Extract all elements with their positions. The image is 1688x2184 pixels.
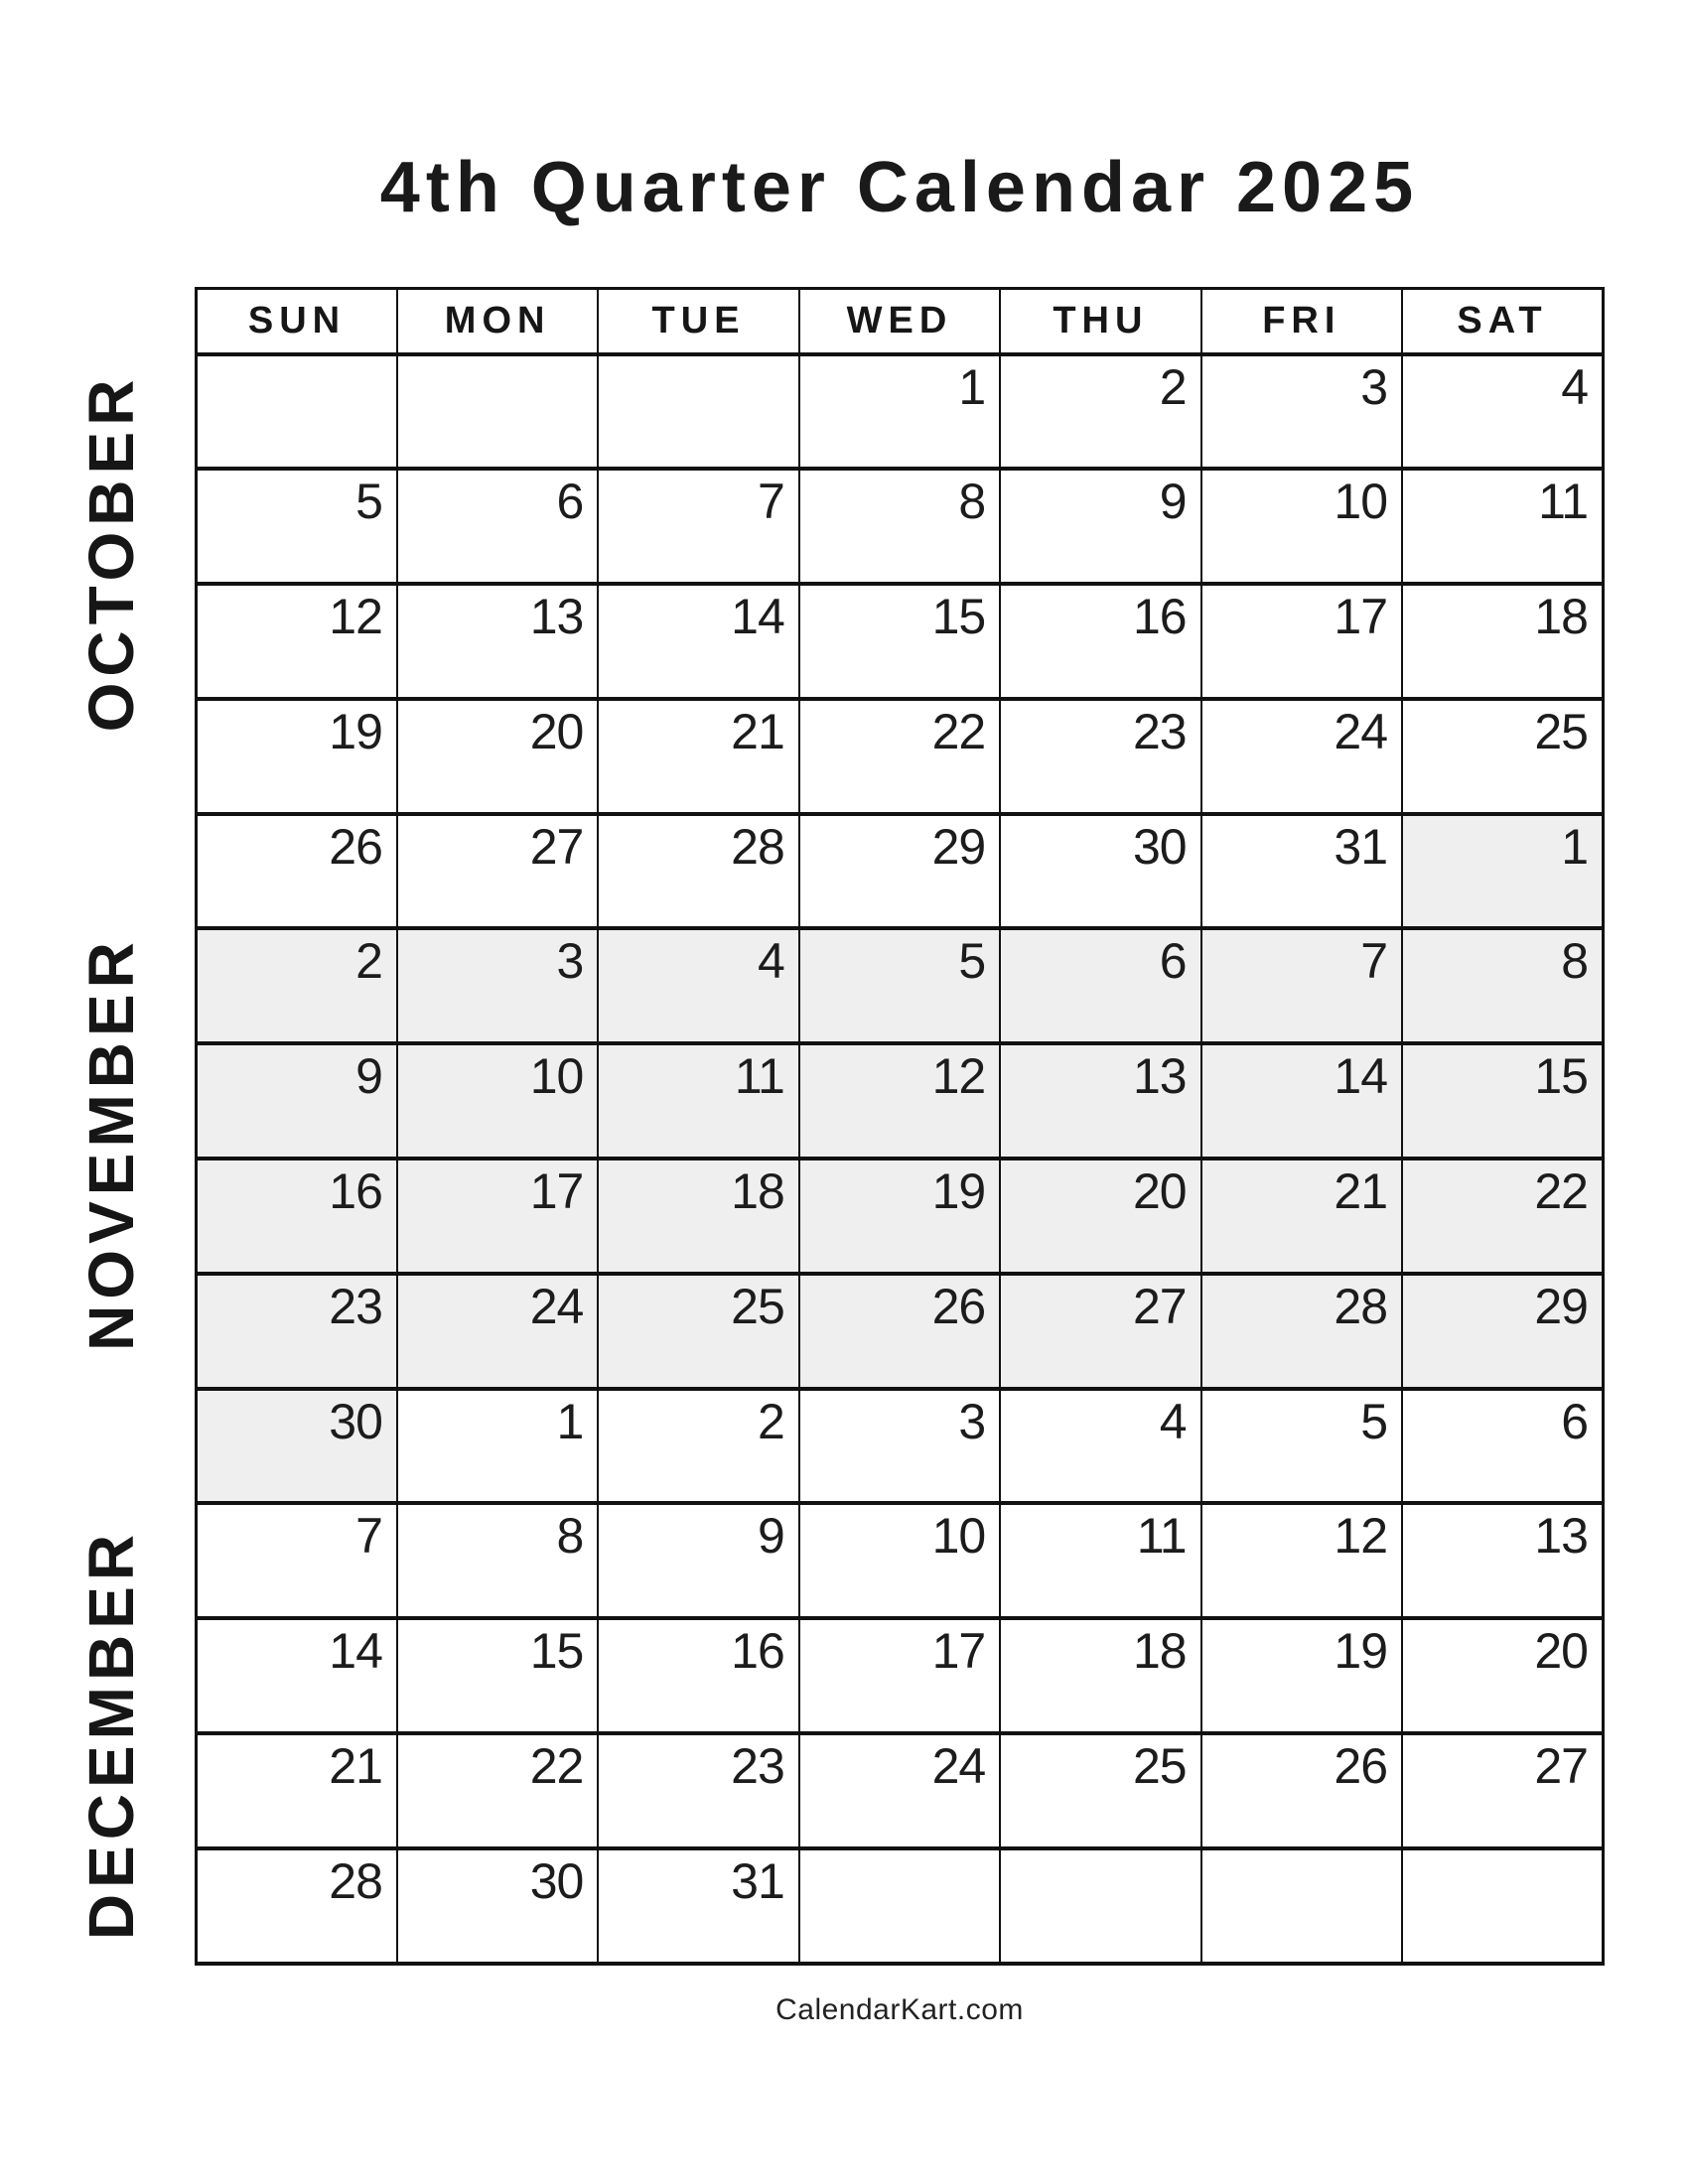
day-number: 4 (757, 933, 784, 990)
day-cell-oct-15 (799, 584, 1000, 699)
day-cell-nov-28 (1201, 1274, 1402, 1389)
week-row (197, 469, 1604, 584)
day-number: 17 (1334, 589, 1388, 645)
day-cell-oct-9 (1000, 469, 1200, 584)
day-number: 2 (355, 933, 382, 990)
empty-day-cell (598, 354, 798, 470)
day-number: 14 (731, 589, 784, 645)
day-number: 1 (958, 358, 986, 415)
day-cell-dec-18 (1000, 1618, 1200, 1733)
day-cell-dec-24 (799, 1733, 1000, 1848)
day-cell-oct-31 (1201, 814, 1402, 929)
day-cell-dec-4 (1000, 1389, 1200, 1504)
day-cell-oct-10 (1201, 469, 1402, 584)
day-cell-nov-19 (799, 1159, 1000, 1274)
day-number: 12 (931, 1048, 986, 1105)
month-label-november: NOVEMBER (75, 936, 147, 1351)
day-number: 13 (1132, 1048, 1187, 1105)
day-cell-nov-3 (397, 928, 598, 1043)
day-number: 2 (757, 1393, 784, 1449)
day-number: 17 (529, 1163, 584, 1220)
day-number: 20 (1534, 1623, 1588, 1680)
day-cell-oct-29 (799, 814, 1000, 929)
day-number: 11 (1538, 474, 1588, 530)
day-number: 21 (731, 703, 784, 759)
day-number: 28 (1334, 1278, 1388, 1334)
day-cell-oct-7 (598, 469, 798, 584)
day-cell-nov-12 (799, 1043, 1000, 1159)
day-cell-oct-22 (799, 699, 1000, 814)
day-cell-dec-9 (598, 1503, 798, 1618)
day-cell-nov-29 (1402, 1274, 1603, 1389)
day-number: 1 (556, 1393, 584, 1449)
day-number: 29 (1534, 1278, 1588, 1334)
day-cell-dec-26 (1201, 1733, 1402, 1848)
day-cell-dec-10 (799, 1503, 1000, 1618)
day-cell-nov-14 (1201, 1043, 1402, 1159)
day-cell-nov-17 (397, 1159, 598, 1274)
day-number: 21 (329, 1738, 382, 1795)
day-number: 6 (556, 474, 584, 530)
day-number: 19 (329, 703, 382, 759)
day-cell-nov-8 (1402, 928, 1603, 1043)
weekday-header-sat: SAT (1402, 289, 1603, 354)
day-cell-nov-4 (598, 928, 798, 1043)
day-cell-oct-24 (1201, 699, 1402, 814)
day-number: 28 (329, 1852, 382, 1909)
day-number: 26 (329, 818, 382, 875)
day-number: 10 (931, 1508, 986, 1565)
week-row (197, 1043, 1604, 1159)
day-number: 8 (556, 1508, 584, 1565)
day-cell-dec-3 (799, 1389, 1000, 1504)
day-cell-oct-6 (397, 469, 598, 584)
day-cell-dec-16 (598, 1618, 798, 1733)
day-cell-dec-17 (799, 1618, 1000, 1733)
day-number: 18 (1132, 1623, 1187, 1680)
empty-day-cell (1201, 1848, 1402, 1964)
day-cell-dec-23 (598, 1733, 798, 1848)
day-number: 23 (1132, 703, 1187, 759)
page-title: 4th Quarter Calendar 2025 (379, 148, 1420, 227)
day-cell-nov-15 (1402, 1043, 1603, 1159)
day-cell-oct-4 (1402, 354, 1603, 470)
day-cell-nov-20 (1000, 1159, 1200, 1274)
day-number: 11 (734, 1048, 784, 1105)
day-number: 6 (1159, 933, 1187, 990)
day-cell-oct-12 (197, 584, 397, 699)
week-row (197, 928, 1604, 1043)
day-number: 15 (529, 1623, 584, 1680)
empty-day-cell (197, 354, 397, 470)
day-number: 5 (355, 474, 382, 530)
day-cell-dec-28 (197, 1848, 397, 1964)
day-cell-nov-23 (197, 1274, 397, 1389)
day-cell-oct-28 (598, 814, 798, 929)
day-cell-nov-26 (799, 1274, 1000, 1389)
day-cell-dec-14 (197, 1618, 397, 1733)
day-number: 21 (1334, 1163, 1388, 1220)
day-number: 9 (757, 1508, 784, 1565)
day-number: 16 (1132, 589, 1187, 645)
week-row (197, 584, 1604, 699)
day-number: 7 (355, 1508, 382, 1565)
day-cell-oct-13 (397, 584, 598, 699)
day-number: 30 (529, 1852, 584, 1909)
day-number: 16 (731, 1623, 784, 1680)
day-number: 23 (731, 1738, 784, 1795)
day-number: 1 (1561, 818, 1588, 875)
day-number: 4 (1561, 358, 1588, 415)
day-cell-oct-23 (1000, 699, 1200, 814)
day-number: 28 (731, 818, 784, 875)
day-cell-nov-5 (799, 928, 1000, 1043)
weekday-header-row (197, 289, 1604, 354)
day-number: 18 (731, 1163, 784, 1220)
day-number: 27 (1132, 1278, 1187, 1334)
day-cell-dec-2 (598, 1389, 798, 1504)
day-number: 13 (529, 589, 584, 645)
empty-day-cell (397, 354, 598, 470)
day-number: 12 (1334, 1508, 1388, 1565)
weekday-header-fri: FRI (1201, 289, 1402, 354)
day-number: 31 (1334, 818, 1388, 875)
day-cell-oct-16 (1000, 584, 1200, 699)
day-cell-nov-13 (1000, 1043, 1200, 1159)
day-number: 3 (958, 1393, 986, 1449)
day-number: 19 (1334, 1623, 1388, 1680)
weekday-header-wed: WED (799, 289, 1000, 354)
calendar-body (197, 354, 1604, 1964)
weekday-header-sun: SUN (197, 289, 397, 354)
day-cell-dec-22 (397, 1733, 598, 1848)
day-cell-nov-18 (598, 1159, 798, 1274)
day-number: 14 (329, 1623, 382, 1680)
day-cell-oct-11 (1402, 469, 1603, 584)
day-number: 30 (1132, 818, 1187, 875)
day-cell-dec-1 (397, 1389, 598, 1504)
day-number: 17 (931, 1623, 986, 1680)
day-number: 15 (931, 589, 986, 645)
day-cell-oct-25 (1402, 699, 1603, 814)
day-number: 30 (329, 1393, 382, 1449)
day-cell-oct-3 (1201, 354, 1402, 470)
day-cell-oct-20 (397, 699, 598, 814)
day-number: 14 (1334, 1048, 1388, 1105)
day-number: 10 (1334, 474, 1388, 530)
day-cell-dec-11 (1000, 1503, 1200, 1618)
day-number: 19 (931, 1163, 986, 1220)
day-cell-oct-21 (598, 699, 798, 814)
day-cell-oct-2 (1000, 354, 1200, 470)
day-cell-dec-21 (197, 1733, 397, 1848)
day-cell-nov-16 (197, 1159, 397, 1274)
day-cell-dec-19 (1201, 1618, 1402, 1733)
day-number: 3 (1360, 358, 1388, 415)
empty-day-cell (1000, 1848, 1200, 1964)
week-row (197, 1274, 1604, 1389)
day-cell-nov-9 (197, 1043, 397, 1159)
day-number: 26 (1334, 1738, 1388, 1795)
day-number: 12 (329, 589, 382, 645)
day-number: 29 (931, 818, 986, 875)
day-number: 31 (731, 1852, 784, 1909)
day-number: 5 (958, 933, 986, 990)
day-number: 26 (931, 1278, 986, 1334)
day-number: 2 (1159, 358, 1187, 415)
month-label-october: OCTOBER (75, 373, 147, 733)
day-cell-dec-25 (1000, 1733, 1200, 1848)
day-cell-oct-30 (1000, 814, 1200, 929)
day-cell-nov-6 (1000, 928, 1200, 1043)
weekday-header-thu: THU (1000, 289, 1200, 354)
day-cell-oct-14 (598, 584, 798, 699)
day-cell-nov-25 (598, 1274, 798, 1389)
day-number: 20 (1132, 1163, 1187, 1220)
day-cell-nov-24 (397, 1274, 598, 1389)
empty-day-cell (1402, 1848, 1603, 1964)
day-cell-oct-17 (1201, 584, 1402, 699)
day-cell-nov-1 (1402, 814, 1603, 929)
day-cell-nov-10 (397, 1043, 598, 1159)
day-cell-dec-30 (397, 1848, 598, 1964)
day-number: 10 (529, 1048, 584, 1105)
day-cell-dec-15 (397, 1618, 598, 1733)
day-number: 24 (529, 1278, 584, 1334)
day-cell-nov-27 (1000, 1274, 1200, 1389)
day-cell-nov-7 (1201, 928, 1402, 1043)
day-cell-oct-27 (397, 814, 598, 929)
week-row (197, 1618, 1604, 1733)
day-number: 9 (1159, 474, 1187, 530)
day-number: 25 (1132, 1738, 1187, 1795)
week-row (197, 1159, 1604, 1274)
day-number: 8 (958, 474, 986, 530)
day-cell-dec-13 (1402, 1503, 1603, 1618)
day-number: 27 (1534, 1738, 1588, 1795)
day-cell-nov-22 (1402, 1159, 1603, 1274)
day-cell-dec-31 (598, 1848, 798, 1964)
week-row (197, 1733, 1604, 1848)
day-number: 25 (1534, 703, 1588, 759)
day-number: 13 (1534, 1508, 1588, 1565)
day-cell-nov-30 (197, 1389, 397, 1504)
day-cell-dec-6 (1402, 1389, 1603, 1504)
day-cell-oct-5 (197, 469, 397, 584)
day-number: 11 (1136, 1508, 1187, 1565)
day-number: 7 (1360, 933, 1388, 990)
day-cell-oct-26 (197, 814, 397, 929)
day-number: 7 (757, 474, 784, 530)
month-label-december: DECEMBER (75, 1528, 147, 1941)
day-number: 9 (355, 1048, 382, 1105)
day-number: 23 (329, 1278, 382, 1334)
day-cell-dec-12 (1201, 1503, 1402, 1618)
day-cell-dec-27 (1402, 1733, 1603, 1848)
empty-day-cell (799, 1848, 1000, 1964)
day-number: 5 (1360, 1393, 1388, 1449)
day-number: 25 (731, 1278, 784, 1334)
day-number: 27 (529, 818, 584, 875)
week-row (197, 1389, 1604, 1504)
day-cell-dec-5 (1201, 1389, 1402, 1504)
day-number: 22 (529, 1738, 584, 1795)
day-cell-nov-11 (598, 1043, 798, 1159)
day-cell-oct-18 (1402, 584, 1603, 699)
day-cell-oct-19 (197, 699, 397, 814)
day-cell-dec-8 (397, 1503, 598, 1618)
week-row (197, 1503, 1604, 1618)
day-cell-oct-1 (799, 354, 1000, 470)
day-cell-oct-8 (799, 469, 1000, 584)
day-cell-nov-21 (1201, 1159, 1402, 1274)
week-row (197, 1848, 1604, 1964)
day-number: 8 (1561, 933, 1588, 990)
day-number: 15 (1534, 1048, 1588, 1105)
day-cell-dec-20 (1402, 1618, 1603, 1733)
week-row (197, 814, 1604, 929)
week-row (197, 699, 1604, 814)
day-number: 16 (329, 1163, 382, 1220)
day-number: 3 (556, 933, 584, 990)
day-number: 22 (931, 703, 986, 759)
day-number: 22 (1534, 1163, 1588, 1220)
day-number: 20 (529, 703, 584, 759)
week-row (197, 354, 1604, 470)
footer-watermark: CalendarKart.com (775, 1993, 1024, 2026)
day-number: 18 (1534, 589, 1588, 645)
day-number: 24 (931, 1738, 986, 1795)
weekday-header-tue: TUE (598, 289, 798, 354)
calendar-table (195, 287, 1605, 1966)
day-number: 4 (1159, 1393, 1187, 1449)
day-number: 24 (1334, 703, 1388, 759)
day-number: 6 (1561, 1393, 1588, 1449)
weekday-header-mon: MON (397, 289, 598, 354)
day-cell-dec-7 (197, 1503, 397, 1618)
day-cell-nov-2 (197, 928, 397, 1043)
